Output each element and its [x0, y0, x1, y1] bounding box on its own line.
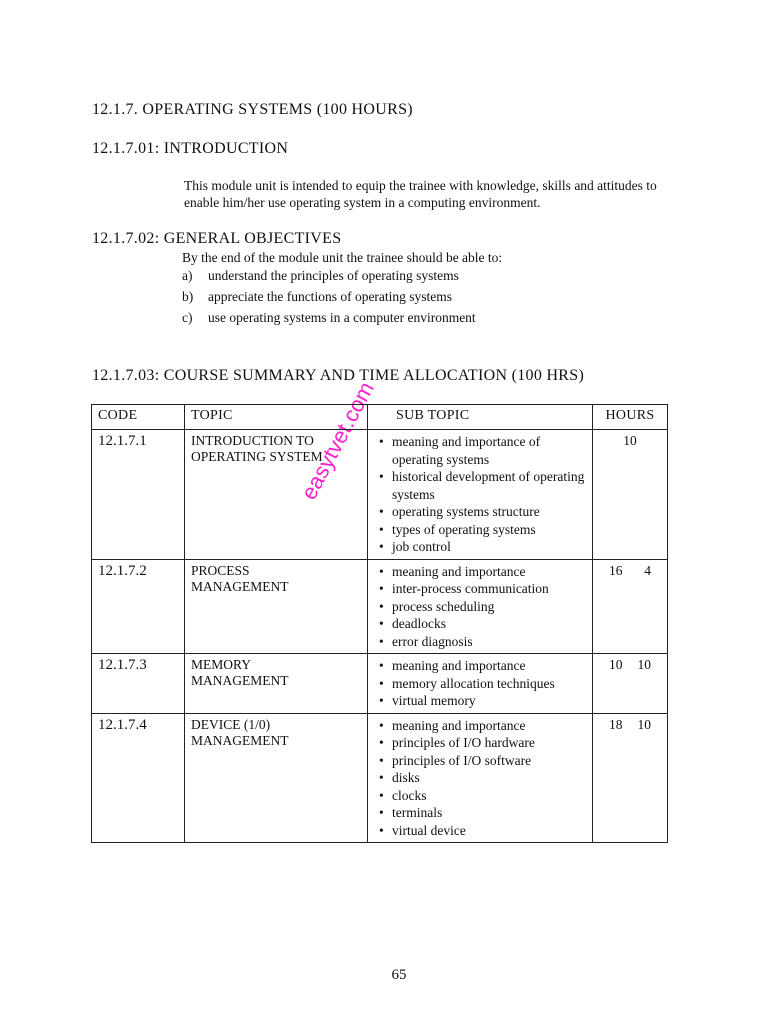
subtopic-item: • deadlocks — [378, 615, 586, 633]
row-code: 12.1.7.2 — [92, 559, 185, 654]
table-row — [92, 430, 668, 560]
table-header-row — [92, 405, 668, 430]
row-hours — [593, 430, 668, 560]
row-code: 12.1.7.1 — [92, 430, 185, 560]
subtopic-item: • memory allocation techniques — [378, 675, 586, 693]
table-row — [92, 654, 668, 714]
objectives-lead: By the end of the module unit the trainee should be able to: — [182, 250, 503, 265]
subtopic-item: • principles of I/O hardware — [378, 734, 586, 752]
hours-practical: 10 — [637, 716, 651, 732]
subtopic-item: • principles of I/O software — [378, 752, 586, 770]
hours-theory: 16 — [609, 562, 623, 578]
watermark: easytvet.com — [296, 377, 379, 504]
subtopic-item: • meaning and importance — [378, 717, 586, 735]
row-subtopics — [368, 713, 593, 843]
subtopic-item: • virtual memory — [378, 692, 586, 710]
objectives-heading: 12.1.7.02: GENERAL OBJECTIVES — [92, 230, 342, 247]
hours-practical: 4 — [644, 562, 651, 578]
subtopic-item: • historical development of operating systems — [378, 468, 586, 503]
row-subtopics — [368, 559, 593, 654]
objective-marker: b) — [182, 289, 194, 304]
subtopic-item: • process scheduling — [378, 598, 586, 616]
row-topic: PROCESS MANAGEMENT — [185, 559, 368, 654]
objective-marker: a) — [182, 268, 193, 283]
subtopic-item: • virtual device — [378, 822, 586, 840]
row-hours — [593, 713, 668, 843]
subtopic-item: • inter-process communication — [378, 580, 586, 598]
subtopic-list — [378, 433, 586, 556]
summary-heading: 12.1.7.03: COURSE SUMMARY AND TIME ALLOCATION (100 HRS) — [92, 367, 585, 384]
header-topic: TOPIC — [185, 405, 368, 430]
header-subtopic: SUB TOPIC — [368, 405, 593, 430]
hours-theory: 10 — [623, 433, 637, 448]
objective-marker: c) — [182, 310, 193, 325]
subtopic-list — [378, 717, 586, 840]
subtopic-item: • operating systems structure — [378, 503, 586, 521]
row-hours — [593, 559, 668, 654]
introduction-text: This module unit is intended to equip the trainee with knowledge, skills and attitudes to enable him/her use operating system in a computing environment. — [184, 178, 657, 210]
objective-text: use operating systems in a computer environment — [208, 310, 476, 325]
subtopic-item: • meaning and importance of operating systems — [378, 433, 586, 468]
objective-item — [182, 267, 476, 288]
row-topic: MEMORY MANAGEMENT — [185, 654, 368, 714]
header-hours: HOURS — [593, 405, 668, 430]
subtopic-list — [378, 563, 586, 651]
subtopic-item: • meaning and importance — [378, 563, 586, 581]
row-subtopics — [368, 430, 593, 560]
row-topic: DEVICE (1/0) MANAGEMENT — [185, 713, 368, 843]
row-subtopics — [368, 654, 593, 714]
table-row — [92, 559, 668, 654]
objective-text: appreciate the functions of operating systems — [208, 289, 453, 304]
header-code: CODE — [92, 405, 185, 430]
subtopic-item: • error diagnosis — [378, 633, 586, 651]
row-topic: INTRODUCTION TO OPERATING SYSTEM — [185, 430, 368, 560]
subtopic-item: • terminals — [378, 804, 586, 822]
subtopic-item: • types of operating systems — [378, 521, 586, 539]
objective-text: understand the principles of operating systems — [208, 268, 459, 283]
row-code: 12.1.7.3 — [92, 654, 185, 714]
row-hours — [593, 654, 668, 714]
hours-theory: 10 — [609, 657, 623, 672]
hours-practical: 10 — [637, 657, 651, 672]
section-heading: 12.1.7. OPERATING SYSTEMS (100 HOURS) — [92, 101, 413, 118]
objectives-list — [182, 267, 476, 330]
page-number: 65 — [391, 967, 407, 983]
hours-theory: 18 — [609, 716, 623, 732]
row-code: 12.1.7.4 — [92, 713, 185, 843]
objective-item — [182, 309, 476, 330]
subtopic-item: • disks — [378, 769, 586, 787]
introduction-heading: 12.1.7.01: INTRODUCTION — [92, 140, 289, 157]
subtopic-item: • clocks — [378, 787, 586, 805]
table-row — [92, 713, 668, 843]
subtopic-item: • job control — [378, 538, 586, 556]
objective-item — [182, 288, 476, 309]
subtopic-item: • meaning and importance — [378, 657, 586, 675]
course-summary-table — [91, 404, 668, 843]
subtopic-list — [378, 657, 586, 710]
